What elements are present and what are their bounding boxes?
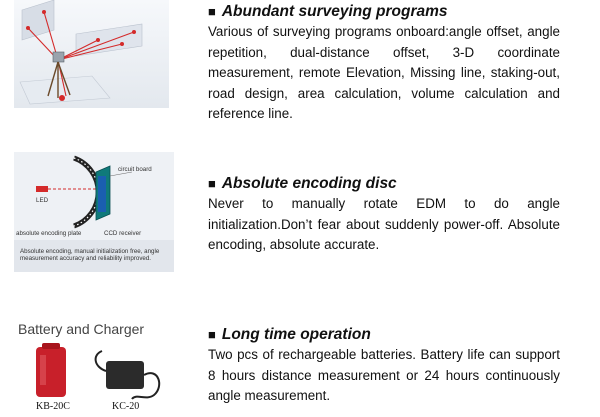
encoder-illustration <box>14 152 174 272</box>
label-circuit-board: circuit board <box>118 166 152 173</box>
surveying-image <box>14 0 169 108</box>
feature-title <box>208 325 560 344</box>
feature-title <box>208 2 560 21</box>
bullet-square: ■ <box>208 4 216 19</box>
feature-title <box>208 174 560 193</box>
feature-title-text: Abundant surveying programs <box>221 3 448 20</box>
charger-label: KC-20 <box>112 401 140 412</box>
label-encoding-plate: absolute encoding plate <box>16 230 82 237</box>
feature-title-text: Absolute encoding disc <box>221 175 397 192</box>
bullet-square: ■ <box>208 176 216 191</box>
encoder-caption: Absolute encoding, manual initialization free, angle measurement accuracy and reliability improved. <box>20 248 160 262</box>
feature-description: Various of surveying programs onboard:angle offset, angle repetition, dual-distance offset, 3-D coordinate measurement, remote Elevation, Missing line, staking-out, road design, area calculation, volume calculation and reference line. <box>208 24 560 122</box>
surveying-illustration <box>14 0 169 108</box>
feature-absolute-encoding <box>0 150 600 280</box>
feature-long-time-operation <box>0 315 600 417</box>
battery-illustration <box>14 317 174 415</box>
battery-heading: Battery and Charger <box>18 321 145 337</box>
feature-title-text: Long time operation <box>221 326 371 343</box>
label-ccd-receiver: CCD receiver <box>104 230 142 237</box>
bullet-square: ■ <box>208 327 216 342</box>
feature-surveying-programs <box>0 0 600 130</box>
feature-description: Two pcs of rechargeable batteries. Battery life can support 8 hours distance measurement or 24 hours continuously angle measurement. <box>208 347 560 404</box>
feature-description: Never to manually rotate EDM to do angle initialization.Don’t fear about suddenly power-off. Absolute encoding, absolute accurate. <box>208 196 560 253</box>
label-led: LED <box>36 197 49 204</box>
battery-label: KB-20C <box>36 401 70 412</box>
